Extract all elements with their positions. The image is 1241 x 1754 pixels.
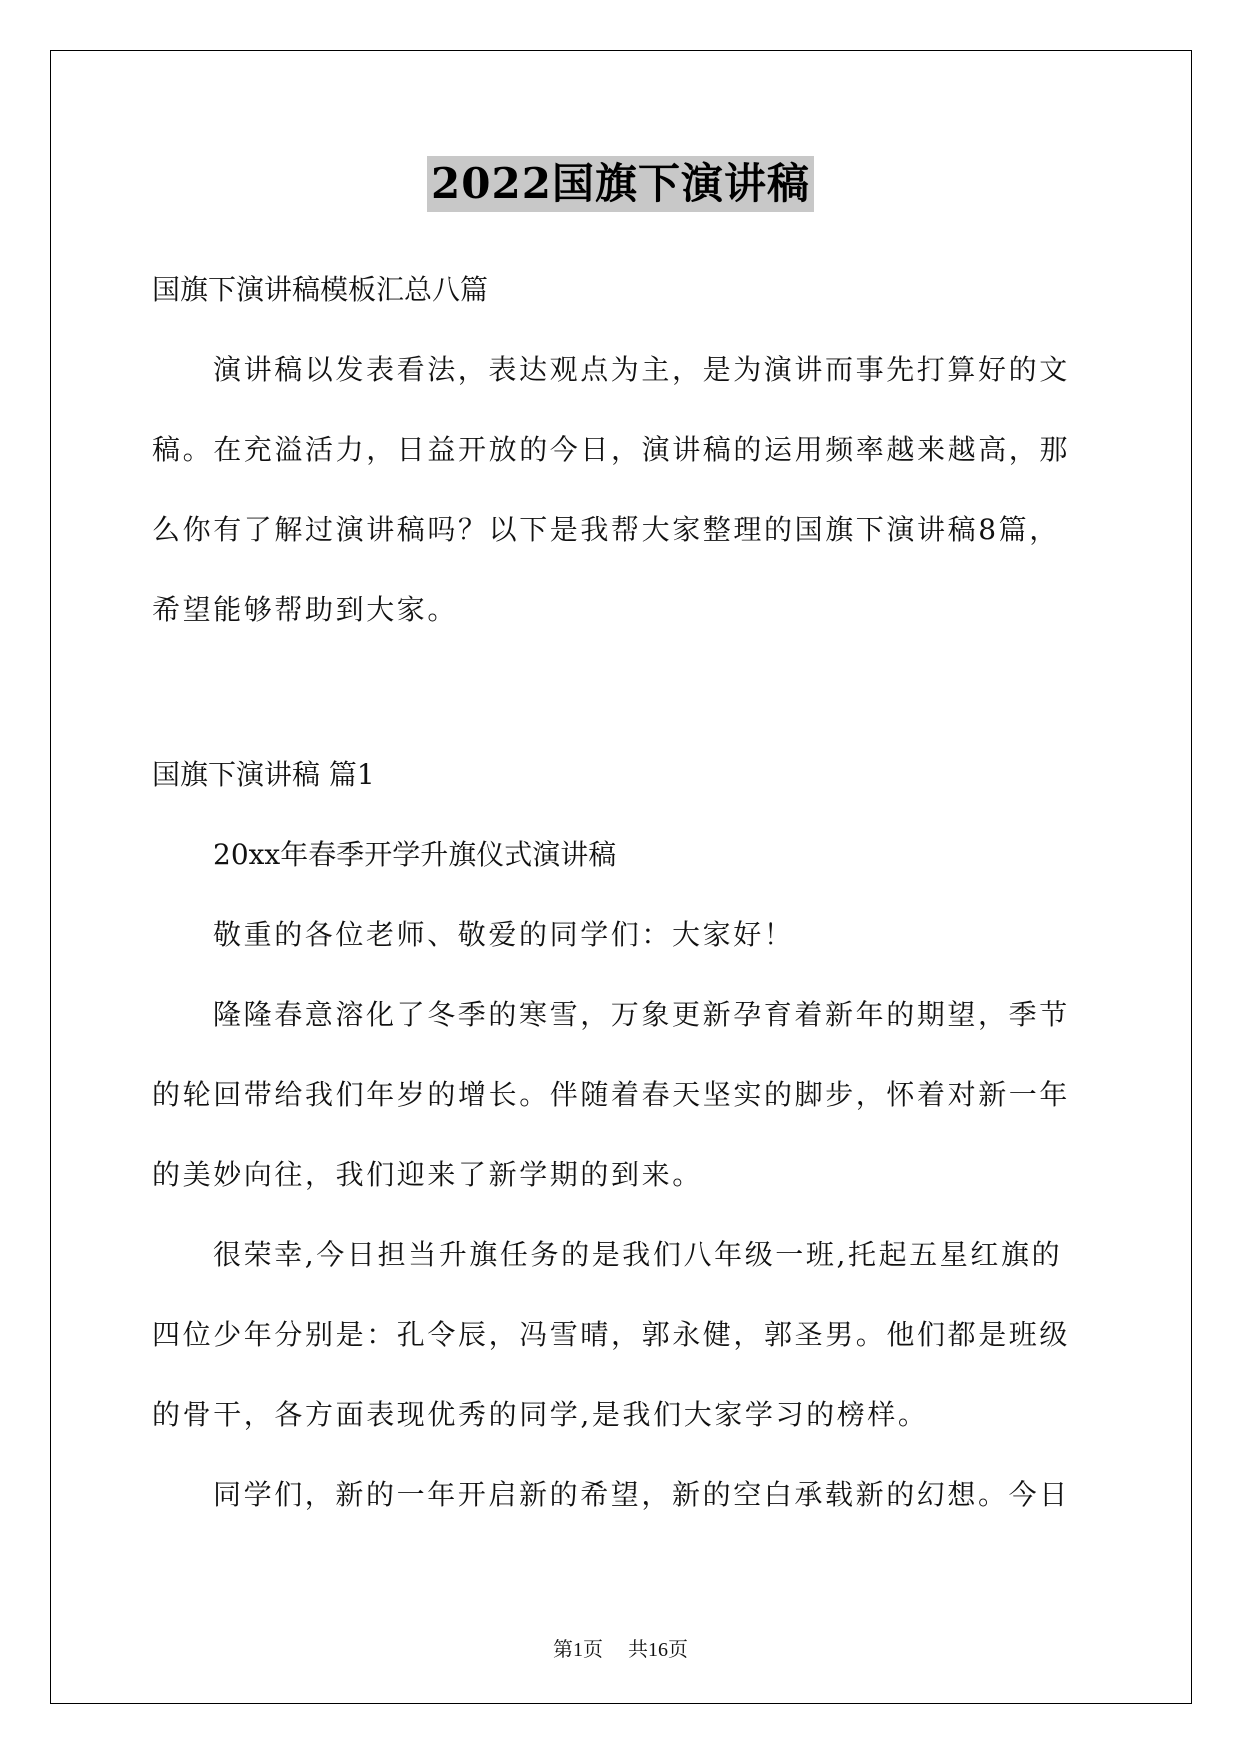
para1-line-3: 的美妙向往，我们迎来了新学期的到来。 — [152, 1158, 703, 1191]
document-title: 2022国旗下演讲稿 — [427, 156, 814, 212]
page-number: 第1页 — [553, 1639, 603, 1661]
speech-title: 20xx年春季开学升旗仪式演讲稿 — [213, 838, 617, 871]
intro-line-1: 演讲稿以发表看法，表达观点为主，是为演讲而事先打算好的文 — [213, 353, 1070, 386]
title-container — [0, 156, 1241, 212]
para1-line-2: 的轮回带给我们年岁的增长。伴随着春天坚实的脚步，怀着对新一年 — [152, 1078, 1071, 1111]
para3-line-1: 同学们，新的一年开启新的希望，新的空白承载新的幻想。今日 — [213, 1478, 1070, 1511]
para1-line-1: 隆隆春意溶化了冬季的寒雪，万象更新孕育着新年的期望，季节 — [213, 998, 1070, 1031]
section-heading: 国旗下演讲稿 篇1 — [152, 758, 375, 791]
para2-line-2: 四位少年分别是：孔令辰，冯雪晴，郭永健，郭圣男。他们都是班级 — [152, 1318, 1071, 1351]
page-footer — [0, 1633, 1241, 1662]
intro-line-3: 么你有了解过演讲稿吗？以下是我帮大家整理的国旗下演讲稿8篇， — [152, 513, 1060, 546]
para2-line-1: 很荣幸,今日担当升旗任务的是我们八年级一班,托起五星红旗的 — [213, 1238, 1063, 1271]
intro-line-4: 希望能够帮助到大家。 — [152, 593, 459, 626]
intro-line-2: 稿。在充溢活力，日益开放的今日，演讲稿的运用频率越来越高，那 — [152, 433, 1071, 466]
greeting: 敬重的各位老师、敬爱的同学们：大家好！ — [213, 918, 795, 951]
para2-line-3: 的骨干，各方面表现优秀的同学,是我们大家学习的榜样。 — [152, 1398, 929, 1431]
document-subtitle: 国旗下演讲稿模板汇总八篇 — [152, 273, 489, 306]
page-total: 共16页 — [628, 1639, 688, 1661]
